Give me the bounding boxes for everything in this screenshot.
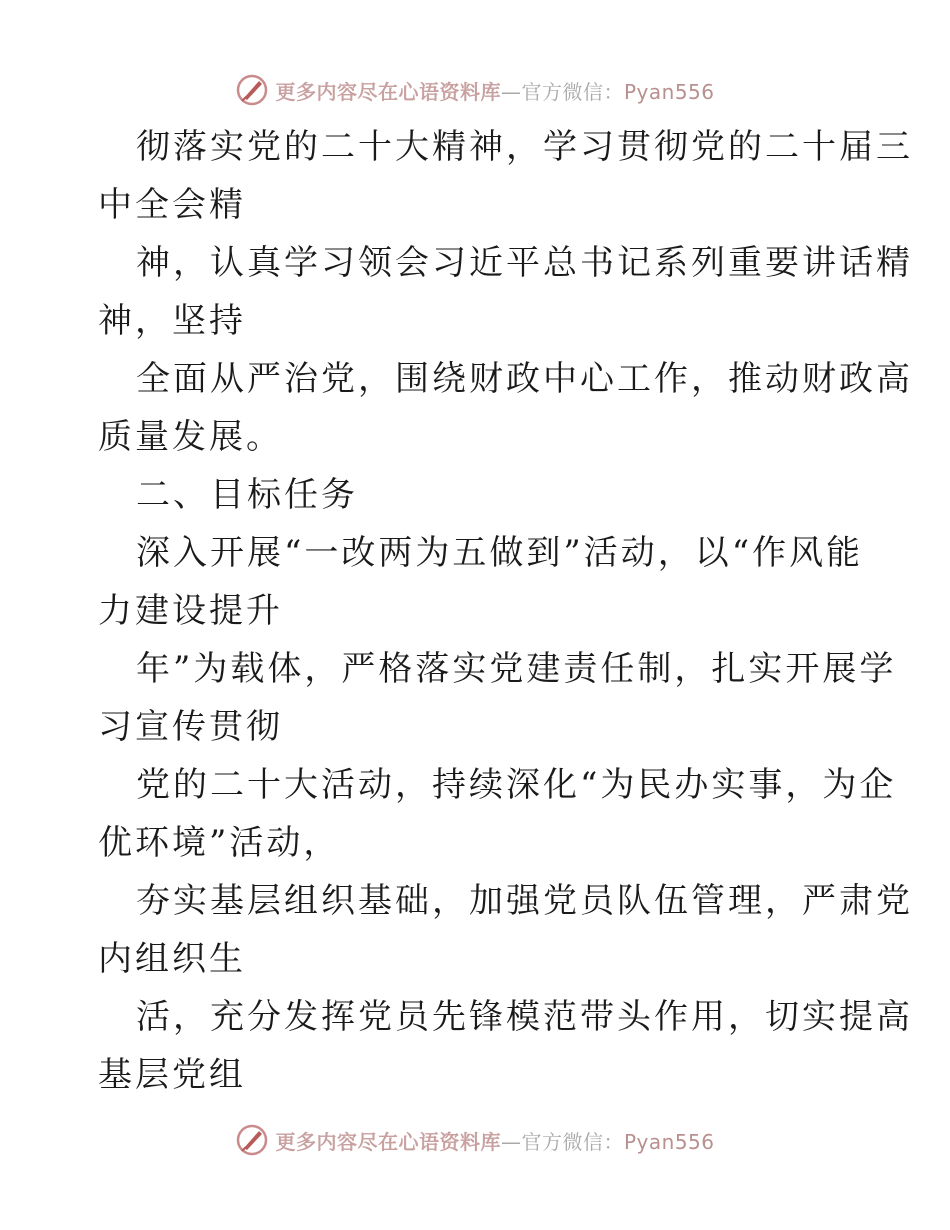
watermark-dash: — <box>500 79 522 104</box>
watermark-handle: Pyan556 <box>623 1129 715 1154</box>
watermark-brand: 更多内容尽在心语资料库 <box>275 1129 501 1154</box>
watermark-brand: 更多内容尽在心语资料库 <box>275 79 501 104</box>
text-line: 神，坚持 <box>98 301 246 341</box>
paragraph <box>98 640 897 756</box>
text-line: 夯实基层组织基础，加强党员队伍管理，严肃党 <box>136 881 913 921</box>
text-line: 全面从严治党，围绕财政中心工作，推动财政高 <box>136 359 913 399</box>
paragraph <box>98 234 913 350</box>
text-line: 质量发展。 <box>98 417 283 457</box>
text-line: 优环境”活动， <box>98 823 341 863</box>
text-line: 力建设提升 <box>98 591 283 631</box>
paragraph <box>98 118 913 234</box>
text-line: 深入开展“一改两为五做到”活动，以“作风能 <box>136 533 864 573</box>
text-line: 彻落实党的二十大精神，学习贯彻党的二十届三 <box>136 127 913 167</box>
paragraph <box>98 988 913 1104</box>
watermark-text <box>275 76 714 105</box>
text-line: 基层党组 <box>98 1055 246 1095</box>
paragraph <box>98 524 864 640</box>
paragraph <box>98 756 897 872</box>
paragraph <box>98 872 913 988</box>
footer-watermark <box>0 1120 950 1160</box>
document-body <box>98 118 913 1104</box>
watermark-label: 官方微信： <box>521 1129 624 1154</box>
text-line: 党的二十大活动，持续深化“为民办实事，为企 <box>136 765 897 805</box>
watermark-dash: — <box>500 1129 522 1154</box>
watermark-text <box>275 1126 714 1155</box>
quill-logo-icon <box>235 1123 269 1157</box>
watermark-label: 官方微信： <box>521 79 624 104</box>
text-line: 神，认真学习领会习近平总书记系列重要讲话精 <box>136 243 913 283</box>
watermark-handle: Pyan556 <box>623 79 715 104</box>
text-line: 活，充分发挥党员先锋模范带头作用，切实提高 <box>136 997 913 1037</box>
section-heading <box>98 466 858 524</box>
paragraph <box>98 350 913 466</box>
quill-logo-icon <box>235 73 269 107</box>
text-line: 习宣传贯彻 <box>98 707 283 747</box>
heading-line: 二、目标任务 <box>136 475 358 515</box>
text-line: 年”为载体，严格落实党建责任制，扎实开展学 <box>136 649 897 689</box>
text-line: 中全会精 <box>98 185 246 225</box>
text-line: 内组织生 <box>98 939 246 979</box>
header-watermark <box>0 70 950 110</box>
